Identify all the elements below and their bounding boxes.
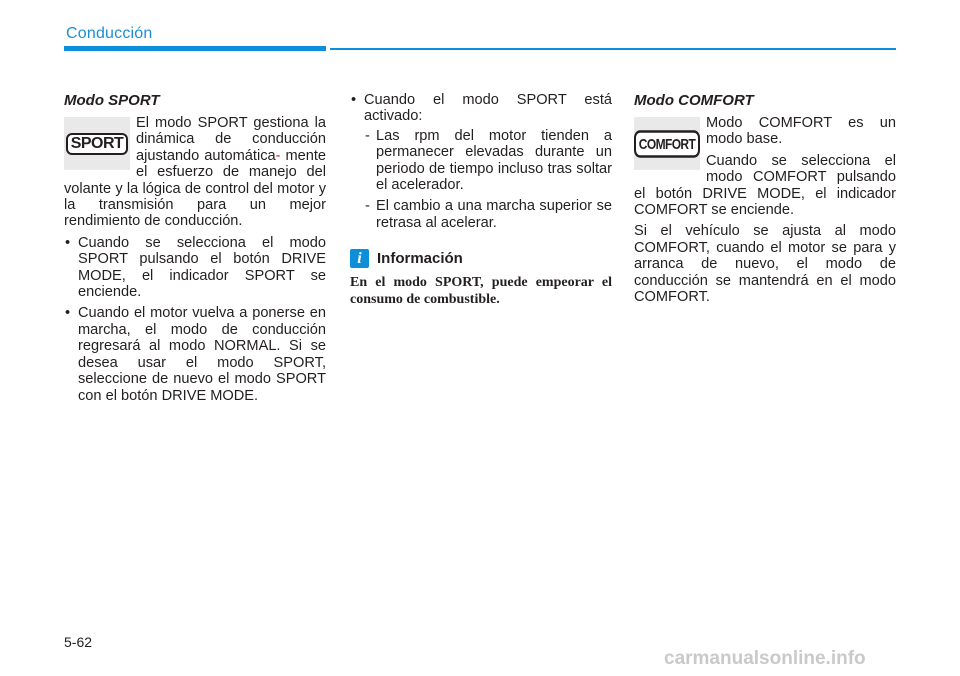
info-body: En el modo SPORT, puede empeorar el consumo de combustible. [350,275,612,308]
header-rule-thin [330,48,896,50]
comfort-heading: Modo COMFORT [634,92,754,109]
header-rule-thick [64,46,326,51]
comfort-paragraph: Modo COMFORT es un modo base. [706,115,896,148]
info-header [350,249,612,268]
list-item [350,92,612,231]
sport-effects-list [364,128,612,231]
comfort-paragraph: Si el vehículo se ajusta al modo COMFORT, cuando el motor se para y arranca de nuevo, el modo de conducción se mantendrá en el modo COMFORT. [634,223,896,306]
comfort-paragraph: Cuando se selecciona el modo COMFORT pulsando el botón DRIVE MODE, el indicador COMFORT se enciende. [634,152,896,219]
info-title: Información [377,250,463,268]
watermark: carmanualsonline.info [664,648,866,669]
sport-intro-main: El modo SPORT gestiona la dinámica de conducción ajustando automática [136,115,326,164]
comfort-icon-label: COMFORT [634,130,700,158]
sport-intro-rest: mente el esfuerzo de manejo del volante y la lógica de control del motor y la transmisión para un mejor rendimiento de conducción. [64,147,326,230]
comfort-indicator-icon [634,117,700,170]
sport-bullet-list [64,235,326,404]
sport-active-list [350,92,612,231]
sport-details-column [350,92,612,308]
sport-intro-hyphen: - [275,147,281,164]
page-number: 5-62 [64,634,93,650]
comfort-column [634,92,896,310]
sport-column [64,92,326,409]
section-title: Conducción [66,25,153,42]
sport-heading: Modo SPORT [64,92,160,109]
list-item: • Cuando se selecciona el modo SPORT pulsando el botón DRIVE MODE, el indicador SPORT se enciende. [64,235,326,301]
sport-icon-label: SPORT [66,133,129,155]
list-item: - Las rpm del motor tienden a permanecer elevadas durante un periodo de tiempo incluso tras soltar el acelerador. [364,128,612,194]
list-item: - El cambio a una marcha superior se retrasa al acelerar. [364,198,612,231]
sport-active-label: Cuando el modo SPORT está activado: [364,92,612,125]
info-icon: i [350,249,369,268]
list-item: • Cuando el motor vuelva a ponerse en marcha, el modo de conducción regresará al modo NORMAL. Si se desea usar el modo SPORT, seleccione de nuevo el modo SPORT con el botón DRIVE MODE. [64,305,326,403]
sport-indicator-icon [64,117,130,170]
